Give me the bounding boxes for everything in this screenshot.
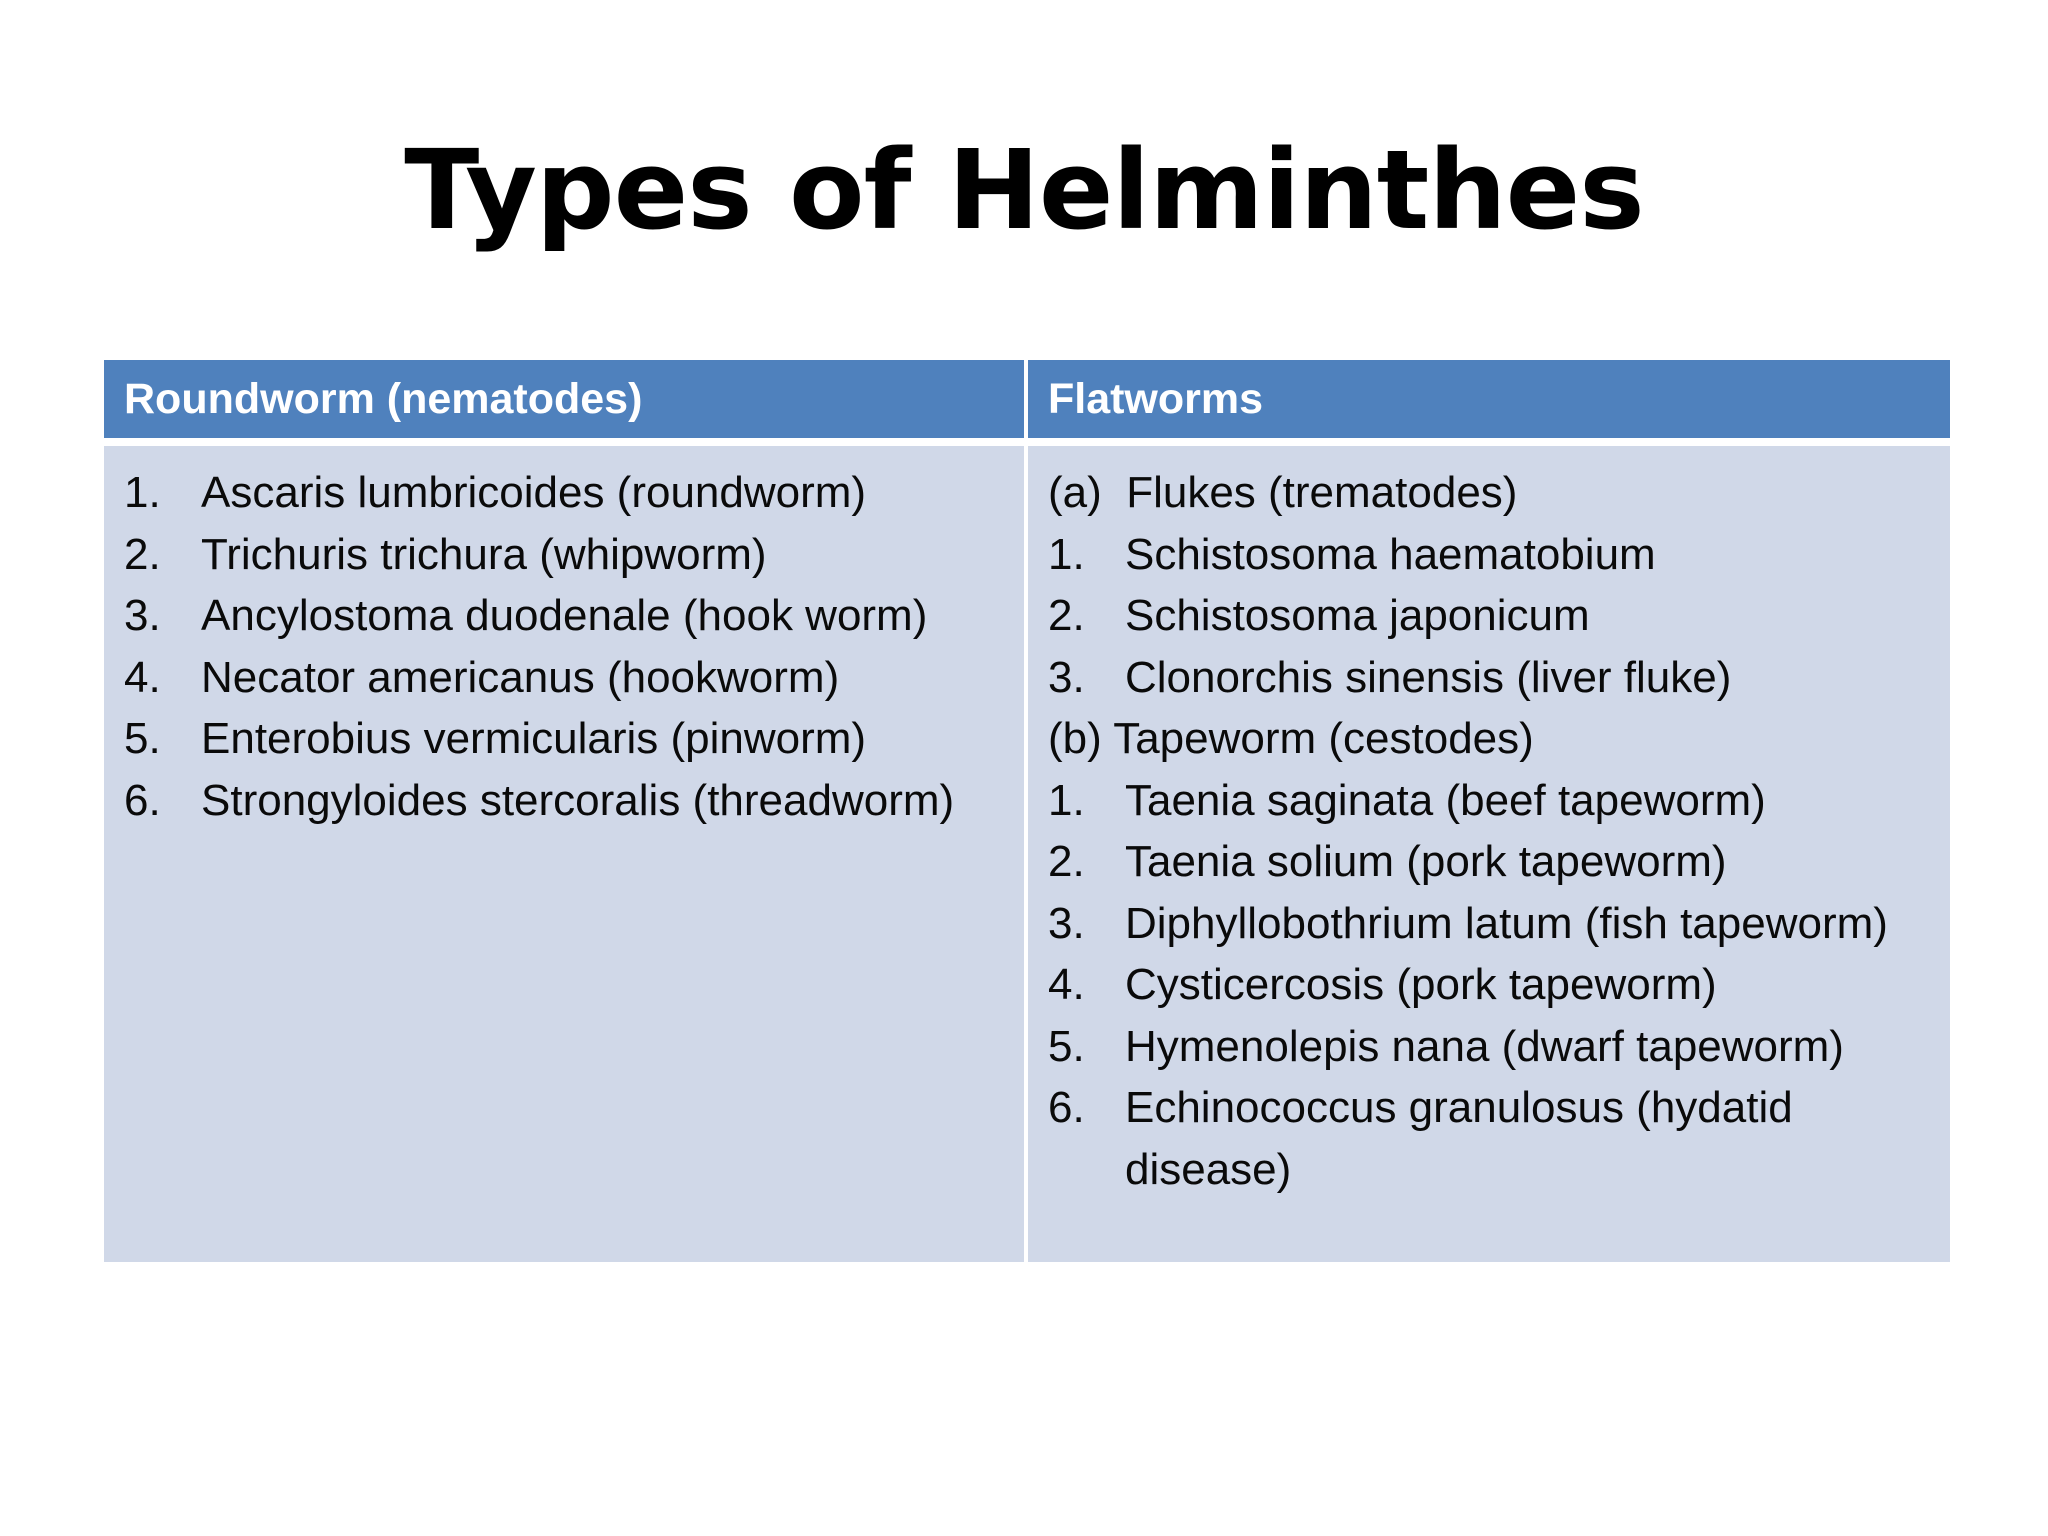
table-header-row — [104, 360, 1950, 438]
list-item — [124, 462, 1004, 524]
helminthes-table — [104, 360, 1950, 1262]
item-number: 5. — [1047, 1021, 1085, 1071]
item-text: Schistosoma haematobium — [1124, 529, 1656, 579]
list-item — [124, 524, 1004, 586]
item-text: Ascaris lumbricoides (roundworm) — [201, 468, 867, 517]
tapeworm-heading: (b) Tapeworm (cestodes) — [1047, 714, 1534, 763]
header-flatworms: Flatworms — [1028, 360, 1950, 438]
list-item — [1048, 831, 1930, 893]
header-roundworm: Roundworm (nematodes) — [104, 360, 1024, 438]
list-item — [1048, 585, 1930, 647]
item-text: Cysticercosis (pork tapeworm) — [1124, 960, 1717, 1009]
list-item — [124, 647, 1004, 709]
list-item — [124, 770, 1004, 832]
item-number: 2. — [1047, 591, 1085, 640]
item-text: Diphyllobothrium latum (fish tapeworm) — [1124, 898, 1888, 948]
item-text: Trichuris trichura (whipworm) — [201, 529, 767, 579]
flukes-heading: (a) Flukes (trematodes) — [1047, 468, 1518, 517]
roundworm-cell — [104, 446, 1024, 1262]
item-text: Enterobius vermicularis (pinworm) — [201, 714, 867, 763]
list-item — [1048, 893, 1930, 955]
list-item — [1048, 1016, 1930, 1078]
item-number: 1. — [1047, 775, 1085, 825]
flatworms-cell — [1028, 446, 1950, 1262]
slide-title: Types of Helminthes — [404, 126, 1644, 254]
item-text: Taenia saginata (beef tapeworm) — [1124, 775, 1766, 825]
item-number: 2. — [124, 529, 161, 579]
item-number: 3. — [1047, 898, 1085, 948]
item-number: 4. — [1047, 960, 1085, 1009]
item-number: 1. — [1047, 529, 1085, 579]
item-number: 5. — [124, 714, 161, 763]
item-number: 3. — [124, 591, 161, 640]
item-text: Strongyloides stercoralis (threadworm) — [201, 775, 955, 825]
item-text: Taenia solium (pork tapeworm) — [1124, 837, 1727, 886]
item-number: 6. — [124, 775, 161, 825]
item-text: Necator americanus (hookworm) — [201, 652, 840, 702]
item-text: Schistosoma japonicum — [1124, 591, 1590, 640]
list-item — [1048, 954, 1930, 1016]
list-item — [1048, 1077, 1930, 1200]
item-number: 2. — [1047, 837, 1085, 886]
list-item — [1048, 647, 1930, 709]
list-item — [1048, 524, 1930, 586]
item-text: Echinococcus granulosus (hydatid disease) — [1124, 1083, 1793, 1194]
header-divider — [104, 438, 1950, 446]
list-item — [124, 708, 1004, 770]
item-number: 4. — [124, 652, 161, 702]
list-item — [1048, 770, 1930, 832]
item-text: Clonorchis sinensis (liver fluke) — [1124, 652, 1732, 702]
table-body-row — [104, 446, 1950, 1262]
item-text: Hymenolepis nana (dwarf tapeworm) — [1124, 1021, 1844, 1071]
item-number: 1. — [124, 468, 161, 517]
item-number: 3. — [1047, 652, 1085, 702]
item-number: 6. — [1047, 1083, 1085, 1132]
list-item — [124, 585, 1004, 647]
item-text: Ancylostoma duodenale (hook worm) — [201, 591, 928, 640]
